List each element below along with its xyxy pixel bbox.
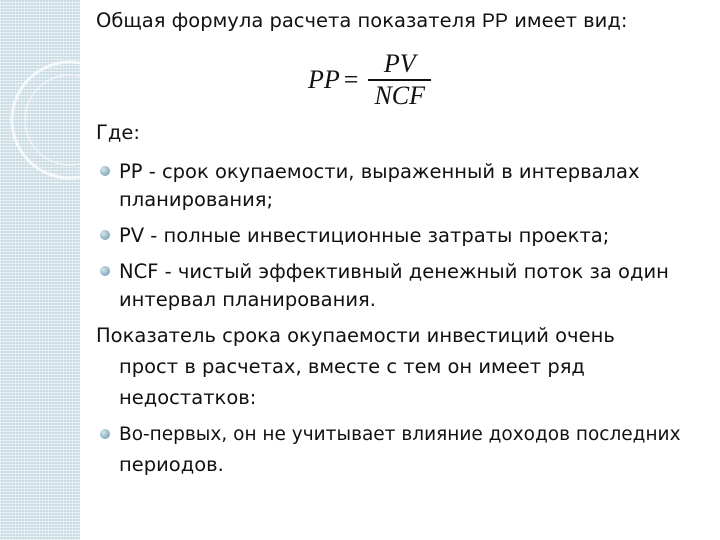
bullet-icon — [100, 166, 110, 176]
decorative-side-band — [0, 0, 80, 540]
bullet-icon — [100, 429, 110, 439]
formula-lhs: PP — [308, 65, 340, 94]
slide-content — [96, 0, 716, 540]
intro-text-after: имеет вид: — [508, 9, 628, 32]
definition-ncf-line1: NCF - чистый эффективный денежный поток за один — [119, 260, 669, 283]
definition-pp-line1: PP - срок окупаемости, выраженный в интервалах — [119, 160, 640, 183]
formula-numerator: PV — [383, 49, 416, 79]
drawback-line2: периодов. — [119, 453, 224, 476]
definition-ncf-line2: интервал планирования. — [119, 288, 376, 311]
paragraph-line2: прост в расчетах, вместе с тем он имеет ряд — [119, 355, 585, 378]
decorative-arcs — [0, 0, 80, 540]
payback-formula — [308, 50, 431, 110]
definition-pv-line1: PV - полные инвестиционные затраты проекта; — [119, 224, 610, 247]
intro-term: PP — [482, 10, 509, 32]
drawback-line1: Во-первых, он не учитывает влияние доходов последних — [119, 424, 681, 445]
bullet-icon — [100, 266, 110, 276]
intro-line — [96, 6, 627, 36]
bullet-icon — [100, 230, 110, 240]
formula-denominator: NCF — [374, 80, 426, 110]
formula-equals: = — [343, 65, 359, 94]
intro-text-before: Общая формула расчета показателя — [96, 9, 483, 32]
definition-pp-line2: планирования; — [119, 188, 274, 211]
where-label: Где: — [96, 121, 140, 144]
paragraph-line1: Показатель срока окупаемости инвестиций очень — [96, 324, 615, 347]
paragraph-line3: недостатков: — [119, 386, 257, 409]
formula-fraction — [368, 50, 431, 110]
